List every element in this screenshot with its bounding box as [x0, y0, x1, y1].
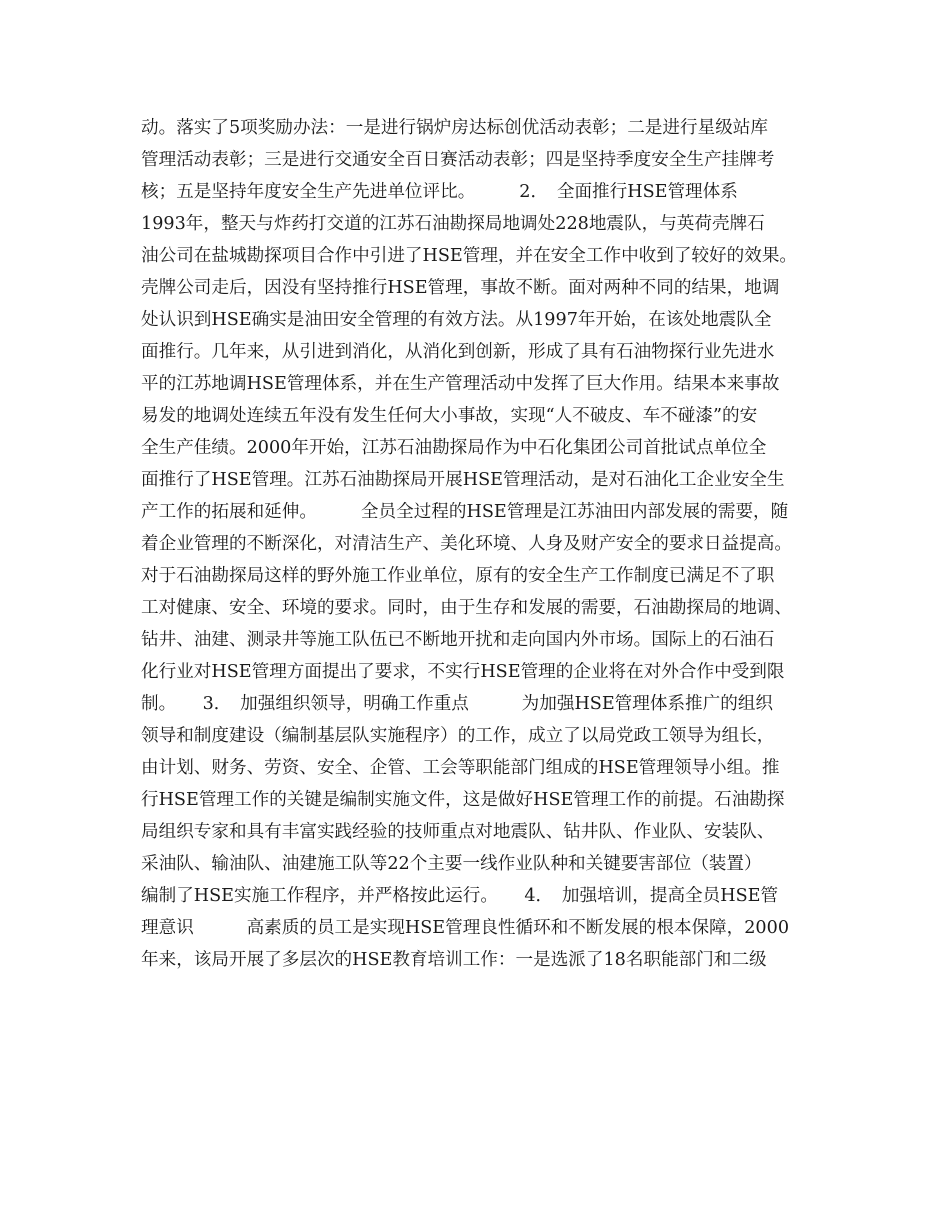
text-line: 面推行。几年来，从引进到消化，从消化到创新，形成了具有石油物探行业先进水 [141, 342, 775, 362]
text-line: 平的江苏地调HSE管理体系，并在生产管理活动中发挥了巨大作用。结果本来事故 [141, 374, 780, 394]
text-line: 领导和制度建设（编制基层队实施程序）的工作，成立了以局党政工领导为组长， [141, 726, 775, 746]
text-line: 钻井、油建、测录井等施工队伍已不断地开扰和走向国内外市场。国际上的石油石 [141, 630, 775, 650]
text-line: 壳牌公司走后，因没有坚持推行HSE管理，事故不断。面对两种不同的结果，地调 [141, 278, 780, 298]
text-line: 对于石油勘探局这样的野外施工作业单位，原有的安全生产工作制度已满足不了职 [141, 566, 775, 586]
text-line: 管理活动表彰；三是进行交通安全百日赛活动表彰；四是坚持季度安全生产挂牌考 [141, 150, 775, 170]
text-line: 年来，该局开展了多层次的HSE教育培训工作：一是选派了18名职能部门和二级 [141, 950, 767, 970]
text-line: 处认识到HSE确实是油田安全管理的有效方法。从1997年开始，在该处地震队全 [141, 310, 772, 330]
text-line: 核；五是坚持年度安全生产先进单位评比。 2． 全面推行HSE管理体系 [141, 182, 738, 202]
text-line: 产工作的拓展和延伸。 全员全过程的HSE管理是江苏油田内部发展的需要，随 [141, 502, 789, 522]
text-line: 工对健康、安全、环境的要求。同时，由于生存和发展的需要，石油勘探局的地调、 [141, 598, 792, 618]
text-line: 动。落实了5项奖励办法：一是进行锅炉房达标创优活动表彰；二是进行星级站库 [141, 118, 768, 138]
body-text [141, 112, 821, 976]
text-line: 全生产佳绩。2000年开始，江苏石油勘探局作为中石化集团公司首批试点单位全 [141, 438, 767, 458]
text-line: 由计划、财务、劳资、安全、企管、工会等职能部门组成的HSE管理领导小组。推 [141, 758, 780, 778]
text-line: 理意识 高素质的员工是实现HSE管理良性循环和不断发展的根本保障，2000 [141, 918, 790, 938]
text-line: 编制了HSE实施工作程序，并严格按此运行。 4． 加强培训，提高全员HSE管 [141, 886, 779, 906]
text-line: 制。 3． 加强组织领导，明确工作重点 为加强HSE管理体系推广的组织 [141, 694, 774, 714]
text-line: 局组织专家和具有丰富实践经验的技师重点对地震队、钻井队、作业队、安装队、 [141, 822, 775, 842]
text-line: 行HSE管理工作的关键是编制实施文件，这是做好HSE管理工作的前提。石油勘探 [141, 790, 785, 810]
text-line: 面推行了HSE管理。江苏石油勘探局开展HSE管理活动，是对石油化工企业安全生 [141, 470, 785, 490]
text-line: 1993年，整天与炸药打交道的江苏石油勘探局地调处228地震队，与英荷壳牌石 [141, 214, 765, 234]
text-line: 采油队、输油队、油建施工队等22个主要一线作业队种和关键要害部位（装置） [141, 854, 762, 874]
text-line: 易发的地调处连续五年没有发生任何大小事故，实现“人不破皮、车不碰漆”的安 [141, 406, 758, 426]
text-line: 着企业管理的不断深化，对清洁生产、美化环境、人身及财产安全的要求日益提高。 [141, 534, 792, 554]
text-line: 化行业对HSE管理方面提出了要求，不实行HSE管理的企业将在对外合作中受到限 [141, 662, 785, 682]
text-line: 油公司在盐城勘探项目合作中引进了HSE管理，并在安全工作中收到了较好的效果。 [141, 246, 798, 266]
